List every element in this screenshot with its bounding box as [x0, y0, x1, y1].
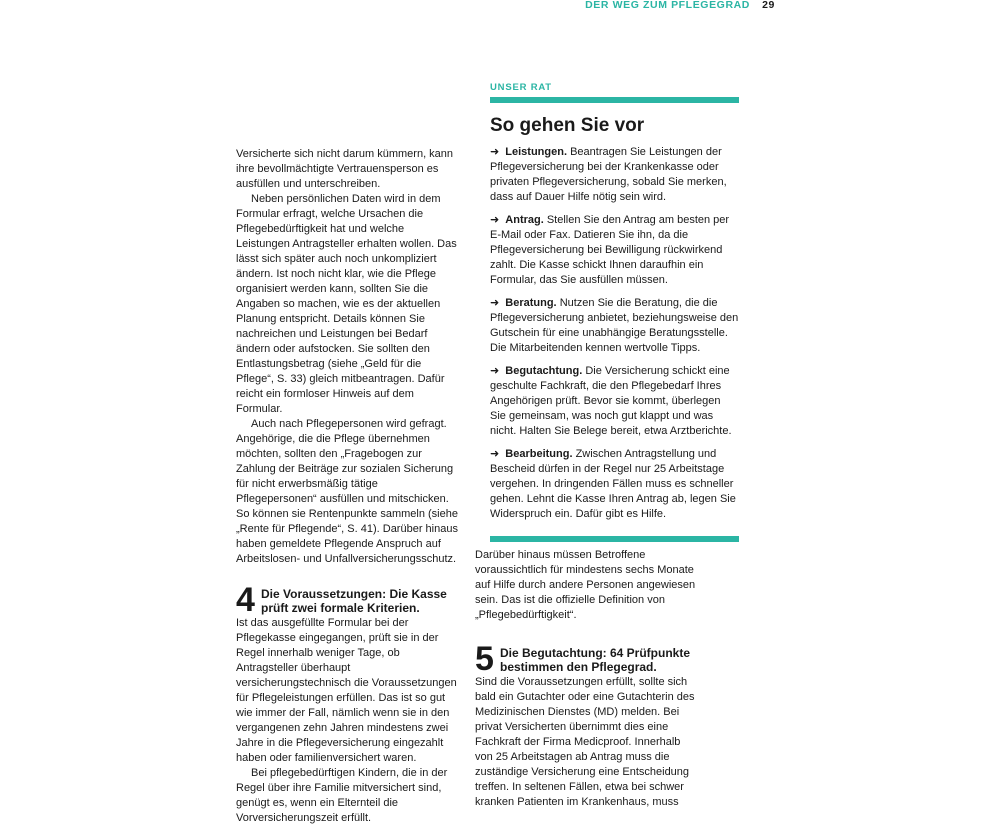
section-number: 4 — [236, 581, 255, 619]
advice-item-term: Antrag. — [505, 214, 544, 226]
advice-item-text: Beantragen Sie Leistungen der Pflegeversicherung bei der Krankenkasse oder privaten Pflegeversicherung, sobald Sie merken, dass auf Dauer Hilfe nötig sein wird. — [490, 146, 727, 203]
right-column — [475, 548, 700, 810]
advice-item-term: Begutachtung. — [505, 365, 583, 377]
advice-box-bottom-bar — [490, 536, 739, 542]
arrow-right-icon: ➜ — [490, 297, 500, 309]
advice-box — [490, 82, 739, 542]
advice-box-title: So gehen Sie vor — [490, 115, 645, 136]
body-paragraph: Auch nach Pflegepersonen wird gefragt. Angehörige, die die Pflege übernehmen möchten, sollten den „Fragebogen zur Zahlung der Beiträge zur sozialen Sicherung für nicht erwerbsmäßig tätige Pflegepersonen“ ausfüllen und mitschicken. So können sie Rentenpunkte sammeln (siehe „Rente für Pflegende“, S. 41). Darüber hinaus haben gemeldete Pflegende Anspruch auf Arbeitslosen- und Unfallversicherungsschutz. — [236, 418, 458, 565]
section-5-heading — [475, 640, 700, 678]
advice-item-beratung — [490, 296, 739, 356]
body-paragraph: Sind die Voraussetzungen erfüllt, sollte sich bald ein Gutachter oder eine Gutachterin des Medizinischen Dienstes (MD) melden. Bei privat Versicherten übernimmt dies eine Fachkraft der Firma Medicproof. Innerhalb von 25 Arbeitstagen ab Antrag muss die zuständige Versicherung eine Entscheidung treffen. In seltenen Fällen, etwa bei schwer kranken Patienten im Krankenhaus, muss — [475, 676, 695, 808]
advice-item-term: Bearbeitung. — [505, 448, 573, 460]
running-header — [560, 0, 780, 12]
advice-item-term: Beratung. — [505, 297, 557, 309]
advice-item-term: Leistungen. — [505, 146, 568, 158]
arrow-right-icon: ➜ — [490, 146, 500, 158]
advice-item-text: Zwischen Antragstellung und Bescheid dürfen in der Regel nur 25 Arbeitstage vergehen. In dringenden Fällen muss es schneller gehen. Lehnt die Kasse Ihren Antrag ab, legen Sie Widerspruch ein. Dafür gibt es Hilfe. — [490, 448, 736, 520]
advice-item-leistungen — [490, 145, 739, 205]
left-column — [236, 147, 461, 826]
advice-box-label: UNSER RAT — [490, 82, 552, 93]
advice-item-begutachtung — [490, 364, 739, 439]
advice-item-text: Nutzen Sie die Beratung, die die Pflegeversicherung anbietet, beziehungsweise den Gutschein für eine unabhängige Beratungsstelle. Die Mitarbeitenden kennen wertvolle Tipps. — [490, 297, 739, 354]
body-paragraph: Ist das ausgefüllte Formular bei der Pflegekasse eingegangen, prüft sie in der Regel innerhalb weniger Tage, ob Antragsteller überhaupt versicherungstechnisch die Voraussetzungen für Pflegeleistungen erfüllen. Das ist so gut wie immer der Fall, nämlich wenn sie in den vergangenen zehn Jahren mindestens zwei Jahre in die Pflegeversicherung eingezahlt haben oder familienversichert waren. — [236, 617, 457, 764]
section-number: 5 — [475, 640, 494, 678]
advice-item-antrag — [490, 213, 739, 288]
page-number: 29 — [762, 0, 775, 11]
advice-item-bearbeitung — [490, 447, 739, 522]
running-header-title: DER WEG ZUM PFLEGEGRAD — [585, 0, 750, 11]
advice-box-top-bar — [490, 97, 739, 103]
section-heading-text: Die Voraussetzungen: Die Kasse prüft zwei formale Kriterien. — [261, 587, 447, 615]
section-heading-text: Die Begutachtung: 64 Prüfpunkte bestimmen den Pflegegrad. — [500, 646, 691, 674]
arrow-right-icon: ➜ — [490, 214, 500, 226]
section-4-heading — [236, 581, 461, 619]
advice-item-text: Die Versicherung schickt eine geschulte Fachkraft, die den Pflegebedarf Ihres Angehörigen prüft. Bevor sie kommt, überlegen Sie gemeinsam, was noch gut klappt und was nicht. Halten Sie Belege bereit, etwa Arztberichte. — [490, 365, 732, 437]
body-paragraph: Darüber hinaus müssen Betroffene voraussichtlich für mindestens sechs Monate auf Hilfe durch andere Personen angewiesen sein. Das ist die offizielle Definition von „Pflegebedürftigkeit“. — [475, 549, 696, 621]
body-paragraph: Versicherte sich nicht darum kümmern, kann ihre bevollmächtigte Vertrauensperson es ausfüllen und unterschreiben. — [236, 148, 454, 190]
body-paragraph: Bei pflegebedürftigen Kindern, die in der Regel über ihre Familie mitversichert sind, genügt es, wenn ein Elternteil die Vorversicherungszeit erfüllt. — [236, 767, 448, 824]
advice-item-text: Stellen Sie den Antrag am besten per E-Mail oder Fax. Datieren Sie ihn, da die Pflegeversicherung bei Bewilligung rückwirkend zahlt. Die Kasse schickt Ihnen daraufhin ein Formular, das Sie ausfüllen müssen. — [490, 214, 730, 286]
arrow-right-icon: ➜ — [490, 365, 500, 377]
body-paragraph: Neben persönlichen Daten wird in dem Formular erfragt, welche Ursachen die Pflegebedürftigkeit hat und welche Leistungen Antragsteller erhalten wollen. Das lässt sich später auch noch unkompliziert ändern. Ist noch nicht klar, wie die Pflege organisiert werden kann, sollten Sie die Angaben so machen, wie es der aktuellen Planung entspricht. Details können Sie nachreichen und Leistungen bei Bedarf ändern oder aufstocken. Sie sollten den Entlastungsbetrag (siehe „Geld für die Pflege“, S. 33) gleich mitbeantragen. Dafür reicht ein formloser Hinweis auf dem Formular. — [236, 193, 457, 415]
arrow-right-icon: ➜ — [490, 448, 500, 460]
